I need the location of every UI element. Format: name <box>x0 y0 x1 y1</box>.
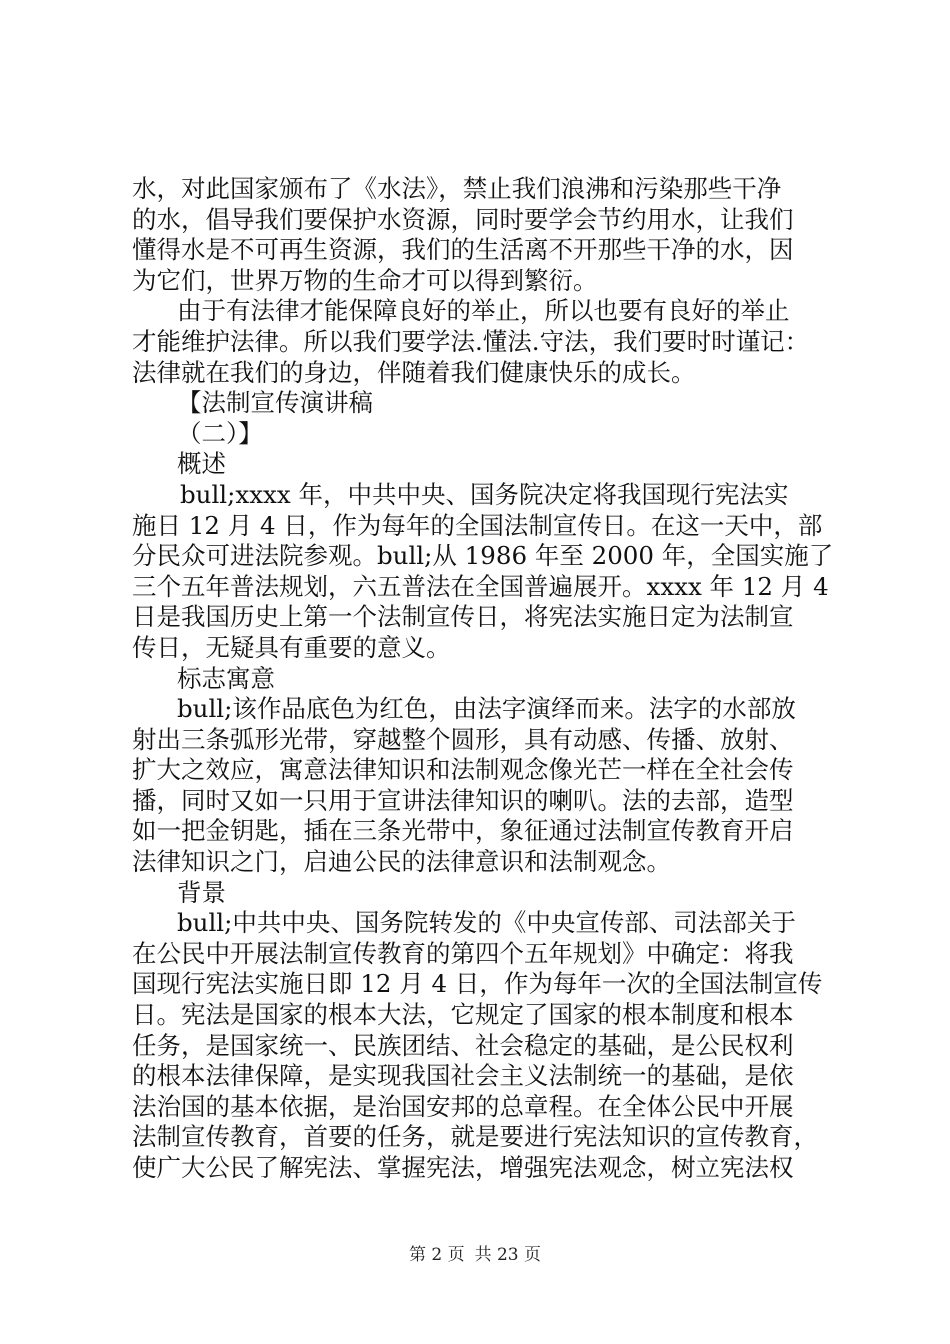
text-line: 法律就在我们的身边，伴随着我们健康快乐的成长。 <box>132 357 696 387</box>
text-line: 施日 12 月 4 日，作为每年的全国法制宣传日。在这一天中，部 <box>132 510 823 540</box>
text-line: 的根本法律保障，是实现我国社会主义法制统一的基础，是依 <box>132 1061 794 1091</box>
text-line: 传日，无疑具有重要的意义。 <box>132 632 451 662</box>
text-line: 任务，是国家统一、民族团结、社会稳定的基础，是公民权利 <box>132 1030 794 1060</box>
text-line: 法治国的基本依据，是治国安邦的总章程。在全体公民中开展 <box>132 1091 794 1121</box>
page-footer <box>0 1240 950 1265</box>
text-line: 射出三条弧形光带，穿越整个圆形，具有动感、传播、放射、 <box>132 724 794 754</box>
text-line: 为它们，世界万物的生命才可以得到繁衍。 <box>132 265 598 295</box>
document-body <box>132 174 832 1184</box>
page-number: 第 2 页 <box>408 1245 465 1265</box>
text-line: 分民众可进法院参观。bull;从 1986 年至 2000 年，全国实施了 <box>132 541 834 571</box>
paragraph-first-line: bull;xxxx 年，中共中央、国务院决定将我国现行宪法实 <box>180 479 789 509</box>
text-line: 在公民中开展法制宣传教育的第四个五年规划》中确定：将我 <box>132 938 794 968</box>
text-line: 懂得水是不可再生资源，我们的生活离不开那些干净的水，因 <box>132 235 794 265</box>
heading-logo-meaning: 标志寓意 <box>177 663 275 693</box>
section-title-continued: （二）】 <box>177 418 263 448</box>
page-total: 共 23 页 <box>474 1245 542 1265</box>
paragraph-first-line: bull;该作品底色为红色，由法字演绎而来。法字的水部放 <box>177 694 796 724</box>
heading-background: 背景 <box>177 877 226 907</box>
text-line: 使广大公民了解宪法、掌握宪法，增强宪法观念，树立宪法权 <box>132 1153 794 1182</box>
heading-overview: 概述 <box>177 449 226 479</box>
paragraph-first-line: 由于有法律才能保障良好的举止，所以也要有良好的举止 <box>177 296 790 326</box>
text-line: 三个五年普法规划，六五普法在全国普遍展开。xxxx 年 12 月 4 <box>132 571 829 601</box>
text-line: 才能维护法律。所以我们要学法.懂法.守法，我们要时时谨记： <box>132 326 810 356</box>
text-line: 扩大之效应，寓意法律知识和法制观念像光芒一样在全社会传 <box>132 755 794 785</box>
text-line: 法律知识之门，启迪公民的法律意识和法制观念。 <box>132 847 671 877</box>
section-title: 【法制宣传演讲稿 <box>177 388 373 418</box>
text-line: 如一把金钥匙，插在三条光带中，象征通过法制宣传教育开启 <box>132 816 794 846</box>
text-line: 播，同时又如一只用于宣讲法律知识的喇叭。法的去部，造型 <box>132 785 794 815</box>
text-line: 国现行宪法实施日即 12 月 4 日，作为每年一次的全国法制宣传 <box>132 969 823 999</box>
text-line: 的水，倡导我们要保护水资源，同时要学会节约用水，让我们 <box>132 204 794 234</box>
text-line: 日。宪法是国家的根本大法，它规定了国家的根本制度和根本 <box>132 1000 794 1030</box>
paragraph-first-line: bull;中共中央、国务院转发的《中央宣传部、司法部关于 <box>177 908 796 938</box>
text-line: 水，对此国家颁布了《水法》，禁止我们浪沸和污染那些干净 <box>132 174 782 203</box>
text-line: 日是我国历史上第一个法制宣传日，将宪法实施日定为法制宣 <box>132 602 794 632</box>
text-line: 法制宣传教育，首要的任务，就是要进行宪法知识的宣传教育， <box>132 1122 818 1152</box>
